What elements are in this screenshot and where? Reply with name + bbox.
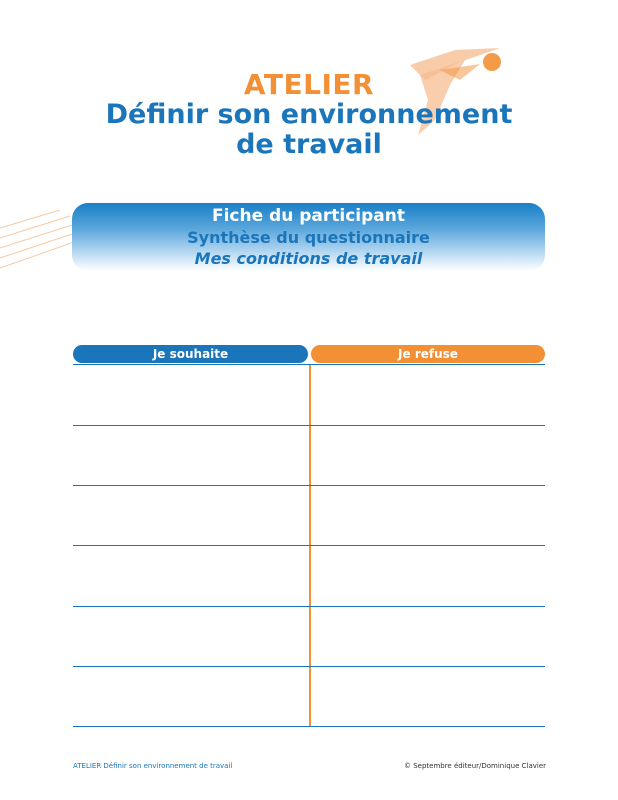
column-header-souhaite: Je souhaite (73, 345, 308, 363)
table-row-line (73, 485, 545, 486)
footer-copyright: © Septembre éditeur/Dominique Clavier (403, 762, 546, 770)
table-row-line (73, 666, 545, 667)
fiche-banner (72, 203, 545, 271)
fiche-subtitle: Synthèse du questionnaire (187, 228, 430, 247)
table-row-line (73, 364, 545, 365)
page-header (0, 70, 618, 160)
decorative-stripes (0, 210, 80, 270)
fiche-subtitle-italic: Mes conditions de travail (194, 249, 423, 268)
table-row-line (73, 726, 545, 727)
fiche-title: Fiche du participant (211, 206, 405, 226)
table-row-line (73, 606, 545, 607)
table-row-line (73, 425, 545, 426)
page-title-line1: Définir son environnement (105, 99, 513, 130)
atelier-label: ATELIER (243, 68, 375, 101)
page-title-line2: de travail (236, 129, 382, 160)
table-row-line (73, 545, 545, 546)
footer-left-text: ATELIER Définir son environnement de travail (73, 762, 233, 770)
column-header-refuse: Je refuse (311, 345, 545, 363)
